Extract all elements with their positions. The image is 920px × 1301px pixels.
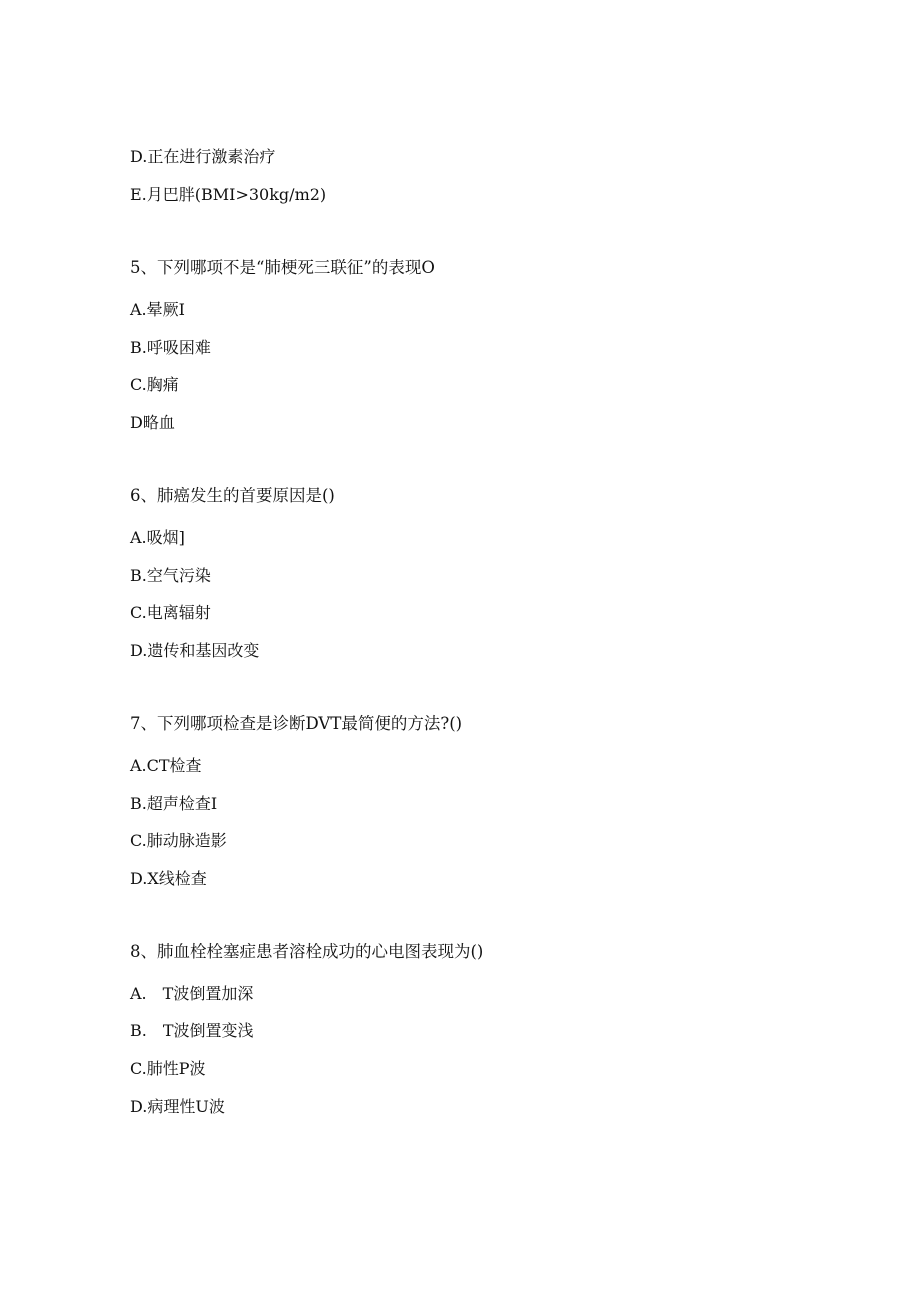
question-8-option-b: B. T波倒置变浅 xyxy=(130,1021,254,1040)
question-7-option-a: A.CT检查 xyxy=(130,756,202,775)
option-d: D.正在进行激素治疗 xyxy=(130,147,276,166)
question-5-option-a: A.晕厥I xyxy=(130,300,185,319)
question-5-stem: 5、下列哪项不是“肺梗死三联征”的表现O xyxy=(130,258,435,277)
question-7-option-d: D.X线检查 xyxy=(130,869,207,888)
question-6-option-b: B.空气污染 xyxy=(130,566,211,585)
question-7-stem: 7、下列哪项检查是诊断DVT最简便的方法?() xyxy=(130,714,463,733)
question-7-option-c: C.肺动脉造影 xyxy=(130,831,227,850)
question-8-option-d: D.病理性U波 xyxy=(130,1097,225,1116)
question-5-option-c: C.胸痛 xyxy=(130,375,179,394)
option-e: E.月巴胖(BMI>30kg∕m2) xyxy=(130,185,327,204)
question-6-option-c: C.电离辐射 xyxy=(130,603,211,622)
question-5-option-d: D略血 xyxy=(130,413,175,432)
question-7-option-b: B.超声检查I xyxy=(130,794,218,813)
question-8-option-a: A. T波倒置加深 xyxy=(130,984,254,1003)
question-6-option-a: A.吸烟] xyxy=(130,528,185,547)
question-8-option-c: C.肺性P波 xyxy=(130,1059,206,1078)
question-5-option-b: B.呼吸困难 xyxy=(130,338,211,357)
question-8-stem: 8、肺血栓栓塞症患者溶栓成功的心电图表现为() xyxy=(130,942,484,961)
question-6-option-d: D.遗传和基因改变 xyxy=(130,641,260,660)
question-6-stem: 6、肺癌发生的首要原因是() xyxy=(130,486,335,505)
